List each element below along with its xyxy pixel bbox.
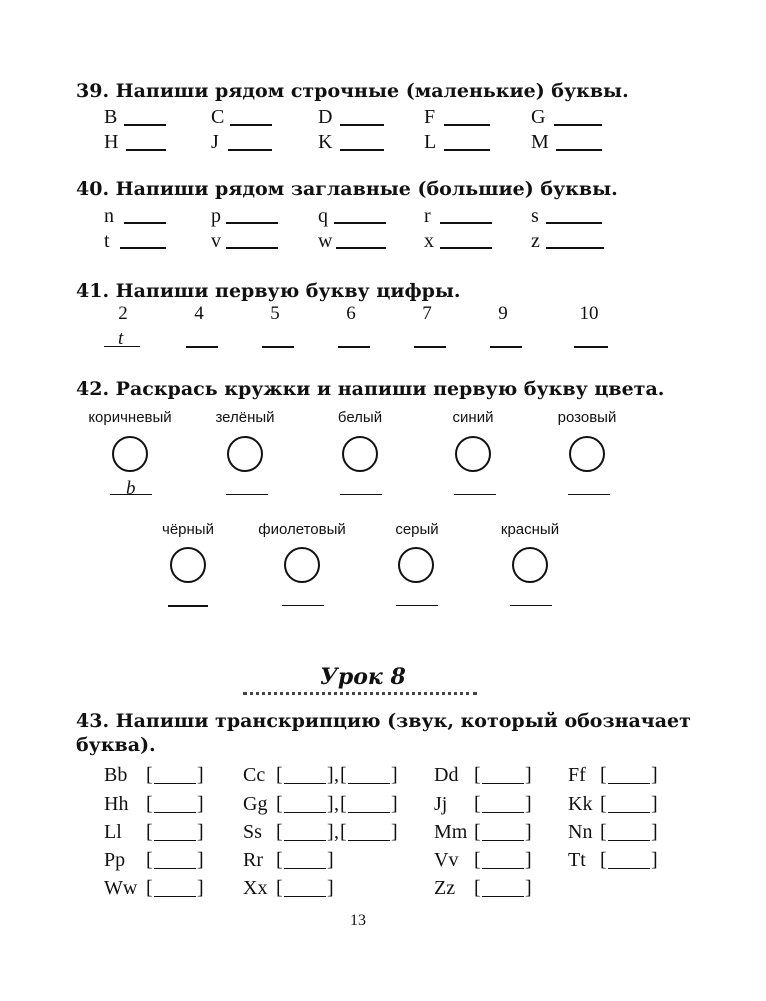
answer-blank[interactable] bbox=[414, 346, 446, 348]
transcription-box[interactable] bbox=[608, 824, 650, 841]
answer-blank[interactable] bbox=[546, 247, 604, 249]
letter-prompt: H bbox=[104, 131, 119, 153]
letter-prompt: r bbox=[424, 205, 431, 227]
number-prompt: 10 bbox=[579, 303, 599, 324]
letter-prompt: v bbox=[211, 230, 221, 252]
open-bracket: [ bbox=[474, 849, 481, 871]
close-bracket: ] bbox=[197, 821, 204, 843]
close-bracket: ] bbox=[651, 764, 658, 786]
transcription-box[interactable] bbox=[348, 824, 390, 841]
letter-prompt: B bbox=[104, 106, 118, 128]
answer-blank[interactable] bbox=[120, 247, 166, 249]
letter-prompt: J bbox=[211, 131, 219, 153]
letter-prompt: q bbox=[318, 205, 328, 227]
number-prompt: 2 bbox=[118, 303, 128, 324]
example-answer: b bbox=[126, 478, 136, 499]
letter-prompt: L bbox=[424, 131, 437, 153]
close-bracket: ] bbox=[525, 821, 532, 843]
answer-blank[interactable] bbox=[104, 346, 140, 347]
letter-pair: Ss bbox=[243, 821, 262, 843]
transcription-box[interactable] bbox=[154, 796, 196, 813]
number-prompt: 6 bbox=[346, 303, 356, 324]
close-bracket: ] bbox=[651, 821, 658, 843]
letter-pair: Hh bbox=[104, 793, 129, 815]
transcription-box[interactable] bbox=[284, 880, 326, 897]
transcription-box[interactable] bbox=[284, 852, 326, 869]
answer-blank[interactable] bbox=[262, 346, 294, 348]
answer-blank[interactable] bbox=[168, 605, 208, 607]
open-bracket: [ bbox=[146, 849, 153, 871]
number-prompt: 4 bbox=[194, 303, 204, 324]
close-bracket: ] bbox=[327, 764, 334, 786]
color-label: чёрный bbox=[162, 521, 214, 538]
answer-blank[interactable] bbox=[340, 149, 384, 151]
answer-blank[interactable] bbox=[226, 222, 278, 224]
answer-blank[interactable] bbox=[546, 222, 602, 224]
color-label: серый bbox=[395, 521, 439, 538]
answer-blank[interactable] bbox=[226, 247, 278, 249]
transcription-box[interactable] bbox=[482, 880, 524, 897]
answer-blank[interactable] bbox=[124, 222, 166, 224]
color-circle[interactable] bbox=[512, 547, 548, 583]
open-bracket: [ bbox=[146, 764, 153, 786]
open-bracket: [ bbox=[600, 764, 607, 786]
open-bracket: [ bbox=[340, 821, 347, 843]
letter-pair: Jj bbox=[434, 793, 448, 815]
answer-blank[interactable] bbox=[444, 124, 490, 126]
open-bracket: [ bbox=[600, 849, 607, 871]
exercise-40-title: 40. Напиши рядом заглавные (большие) буквы. bbox=[76, 178, 618, 200]
open-bracket: [ bbox=[146, 877, 153, 899]
letter-pair: Ll bbox=[104, 821, 122, 843]
open-bracket: [ bbox=[276, 877, 283, 899]
open-bracket: [ bbox=[276, 821, 283, 843]
answer-blank[interactable] bbox=[574, 346, 608, 348]
open-bracket: [ bbox=[340, 793, 347, 815]
letter-prompt: p bbox=[211, 205, 221, 227]
answer-blank[interactable] bbox=[568, 494, 610, 495]
answer-blank[interactable] bbox=[440, 247, 492, 249]
transcription-box[interactable] bbox=[284, 767, 326, 784]
answer-blank[interactable] bbox=[490, 346, 522, 348]
open-bracket: [ bbox=[146, 793, 153, 815]
close-bracket: ] bbox=[525, 793, 532, 815]
answer-blank[interactable] bbox=[226, 494, 268, 495]
exercise-42-title: 42. Раскрась кружки и напиши первую букву цвета. bbox=[76, 378, 665, 400]
transcription-box[interactable] bbox=[348, 796, 390, 813]
letter-prompt: x bbox=[424, 230, 434, 252]
close-bracket: ] bbox=[651, 793, 658, 815]
transcription-box[interactable] bbox=[284, 796, 326, 813]
close-bracket: ] bbox=[327, 821, 334, 843]
letter-prompt: C bbox=[211, 106, 225, 128]
transcription-box[interactable] bbox=[348, 767, 390, 784]
answer-blank[interactable] bbox=[454, 494, 496, 495]
answer-blank[interactable] bbox=[444, 149, 490, 151]
answer-blank[interactable] bbox=[510, 605, 552, 606]
letter-prompt: z bbox=[531, 230, 540, 252]
open-bracket: [ bbox=[340, 764, 347, 786]
letter-prompt: K bbox=[318, 131, 333, 153]
answer-blank[interactable] bbox=[110, 494, 152, 495]
answer-blank[interactable] bbox=[228, 149, 272, 151]
color-circle[interactable] bbox=[342, 436, 378, 472]
answer-blank[interactable] bbox=[396, 605, 438, 606]
color-label: фиолетовый bbox=[258, 521, 346, 538]
open-bracket: [ bbox=[474, 793, 481, 815]
answer-blank[interactable] bbox=[440, 222, 492, 224]
letter-prompt: t bbox=[104, 230, 110, 252]
page-number: 13 bbox=[350, 912, 366, 929]
comma: , bbox=[334, 793, 339, 815]
letter-prompt: s bbox=[531, 205, 539, 227]
letter-pair: Tt bbox=[568, 849, 586, 871]
letter-pair: Bb bbox=[104, 764, 128, 786]
transcription-box[interactable] bbox=[608, 852, 650, 869]
letter-prompt: w bbox=[318, 230, 333, 252]
color-circle[interactable] bbox=[284, 547, 320, 583]
letter-prompt: G bbox=[531, 106, 546, 128]
letter-pair: Ww bbox=[104, 877, 138, 899]
close-bracket: ] bbox=[391, 793, 398, 815]
letter-pair: Rr bbox=[243, 849, 263, 871]
transcription-box[interactable] bbox=[608, 767, 650, 784]
color-label: зелёный bbox=[215, 409, 275, 426]
close-bracket: ] bbox=[197, 849, 204, 871]
answer-blank[interactable] bbox=[334, 222, 386, 224]
close-bracket: ] bbox=[525, 764, 532, 786]
close-bracket: ] bbox=[327, 793, 334, 815]
letter-prompt: n bbox=[104, 205, 114, 227]
letter-pair: Ff bbox=[568, 764, 586, 786]
transcription-box[interactable] bbox=[608, 796, 650, 813]
close-bracket: ] bbox=[391, 821, 398, 843]
transcription-box[interactable] bbox=[482, 824, 524, 841]
transcription-box[interactable] bbox=[154, 824, 196, 841]
letter-pair: Dd bbox=[434, 764, 459, 786]
color-label: белый bbox=[337, 409, 383, 426]
color-label: красный bbox=[500, 521, 560, 538]
color-label: розовый bbox=[557, 409, 617, 426]
color-label: коричневый bbox=[88, 409, 172, 426]
open-bracket: [ bbox=[600, 793, 607, 815]
letter-prompt: F bbox=[424, 106, 436, 128]
close-bracket: ] bbox=[651, 849, 658, 871]
letter-pair: Kk bbox=[568, 793, 593, 815]
answer-blank[interactable] bbox=[230, 124, 272, 126]
answer-blank[interactable] bbox=[124, 124, 166, 126]
transcription-box[interactable] bbox=[284, 824, 326, 841]
open-bracket: [ bbox=[276, 764, 283, 786]
color-circle[interactable] bbox=[170, 547, 206, 583]
close-bracket: ] bbox=[525, 849, 532, 871]
close-bracket: ] bbox=[197, 877, 204, 899]
letter-prompt: M bbox=[531, 131, 549, 153]
transcription-box[interactable] bbox=[154, 880, 196, 897]
exercise-43-title-line2: буква). bbox=[76, 734, 156, 756]
letter-pair: Nn bbox=[568, 821, 593, 843]
close-bracket: ] bbox=[525, 877, 532, 899]
exercise-39-title: 39. Напиши рядом строчные (маленькие) буквы. bbox=[76, 80, 629, 102]
number-prompt: 9 bbox=[498, 303, 508, 324]
letter-pair: Mm bbox=[434, 821, 468, 843]
color-circle[interactable] bbox=[398, 547, 434, 583]
answer-blank[interactable] bbox=[336, 247, 386, 249]
letter-pair: Vv bbox=[434, 849, 459, 871]
open-bracket: [ bbox=[474, 764, 481, 786]
dotted-divider bbox=[243, 692, 477, 695]
example-answer: t bbox=[118, 328, 124, 349]
letter-pair: Xx bbox=[243, 877, 268, 899]
color-circle[interactable] bbox=[112, 436, 148, 472]
comma: , bbox=[334, 764, 339, 786]
open-bracket: [ bbox=[600, 821, 607, 843]
letter-pair: Zz bbox=[434, 877, 456, 899]
exercise-43-title-line1: 43. Напиши транскрипцию (звук, который обозначает bbox=[76, 710, 691, 732]
number-prompt: 7 bbox=[422, 303, 432, 324]
number-prompt: 5 bbox=[270, 303, 280, 324]
lesson-title: Урок 8 bbox=[320, 664, 406, 690]
transcription-box[interactable] bbox=[482, 767, 524, 784]
open-bracket: [ bbox=[146, 821, 153, 843]
open-bracket: [ bbox=[474, 821, 481, 843]
color-circle[interactable] bbox=[455, 436, 491, 472]
answer-blank[interactable] bbox=[126, 149, 166, 151]
open-bracket: [ bbox=[276, 849, 283, 871]
answer-blank[interactable] bbox=[556, 149, 602, 151]
close-bracket: ] bbox=[327, 877, 334, 899]
answer-blank[interactable] bbox=[338, 346, 370, 348]
answer-blank[interactable] bbox=[282, 605, 324, 606]
close-bracket: ] bbox=[327, 849, 334, 871]
close-bracket: ] bbox=[197, 764, 204, 786]
letter-pair: Gg bbox=[243, 793, 268, 815]
close-bracket: ] bbox=[391, 764, 398, 786]
letter-prompt: D bbox=[318, 106, 333, 128]
transcription-box[interactable] bbox=[482, 852, 524, 869]
letter-pair: Pp bbox=[104, 849, 126, 871]
answer-blank[interactable] bbox=[554, 124, 602, 126]
comma: , bbox=[334, 821, 339, 843]
answer-blank[interactable] bbox=[340, 124, 384, 126]
transcription-box[interactable] bbox=[154, 767, 196, 784]
open-bracket: [ bbox=[276, 793, 283, 815]
letter-pair: Cc bbox=[243, 764, 266, 786]
close-bracket: ] bbox=[197, 793, 204, 815]
color-circle[interactable] bbox=[569, 436, 605, 472]
answer-blank[interactable] bbox=[340, 494, 382, 495]
color-circle[interactable] bbox=[227, 436, 263, 472]
transcription-box[interactable] bbox=[482, 796, 524, 813]
exercise-41-title: 41. Напиши первую букву цифры. bbox=[76, 280, 461, 302]
color-label: синий bbox=[452, 409, 494, 426]
open-bracket: [ bbox=[474, 877, 481, 899]
transcription-box[interactable] bbox=[154, 852, 196, 869]
answer-blank[interactable] bbox=[186, 346, 218, 348]
